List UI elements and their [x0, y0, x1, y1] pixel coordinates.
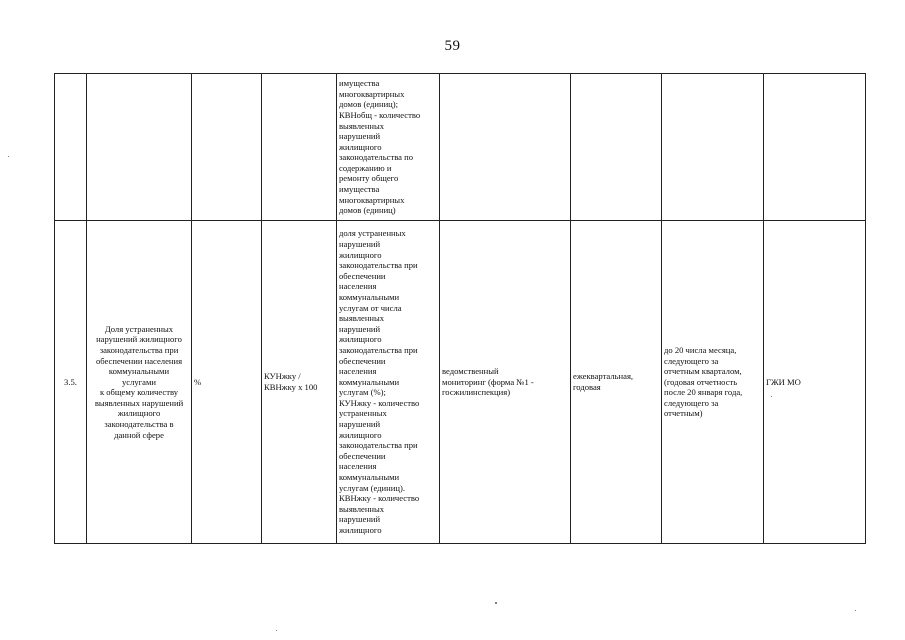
scan-speck [495, 602, 497, 604]
formula-description-cell: имущества многоквартирных домов (единиц); КВНобщ - количество выявленных нарушений жилищного законодательства по содержанию и ремонту общего имущества многоквартирных домов (единиц) [337, 74, 440, 221]
scan-speck [771, 396, 772, 397]
data-source-cell [440, 74, 571, 221]
row-number-cell: 3.5. [55, 221, 87, 544]
unit-cell [192, 74, 262, 221]
indicator-table [54, 73, 866, 544]
scan-speck [8, 156, 9, 157]
formula-cell [262, 74, 337, 221]
row-number-cell [55, 74, 87, 221]
table-row [55, 74, 866, 221]
periodicity-cell: ежеквартальная, годовая [571, 221, 662, 544]
formula-cell: КУНжку / КВНжку х 100 [262, 221, 337, 544]
page-number: 59 [444, 38, 461, 54]
responsible-cell [764, 74, 866, 221]
indicator-name-cell [87, 74, 192, 221]
deadline-cell: до 20 числа месяца, следующего за отчетным кварталом, (годовая отчетность после 20 января года, следующего за отчетным) [662, 221, 764, 544]
deadline-cell [662, 74, 764, 221]
formula-description-cell: доля устраненных нарушений жилищного законодательства при обеспечении населения коммунальными услугам от числа выявленных нарушений жилищного законодательства при обеспечении населения коммунальными услугам (%); КУНжку - количество устраненных нарушений жилищного законодательства при обеспечении населения коммунальными услугам (единиц). КВНжку - количество выявленных нарушений жилищного [337, 221, 440, 544]
table-row [55, 221, 866, 544]
responsible-cell: ГЖИ МО [764, 221, 866, 544]
data-source-cell: ведомственный мониторинг (форма №1 - госжилинспекция) [440, 221, 571, 544]
scan-speck [855, 610, 856, 611]
scan-speck [276, 630, 277, 631]
indicator-name-cell: Доля устраненных нарушений жилищного законодательства при обеспечении населения коммунальными услугами к общему количеству выявленных нарушений жилищного законодательства в данной сфере [87, 221, 192, 544]
periodicity-cell [571, 74, 662, 221]
unit-cell: % [192, 221, 262, 544]
